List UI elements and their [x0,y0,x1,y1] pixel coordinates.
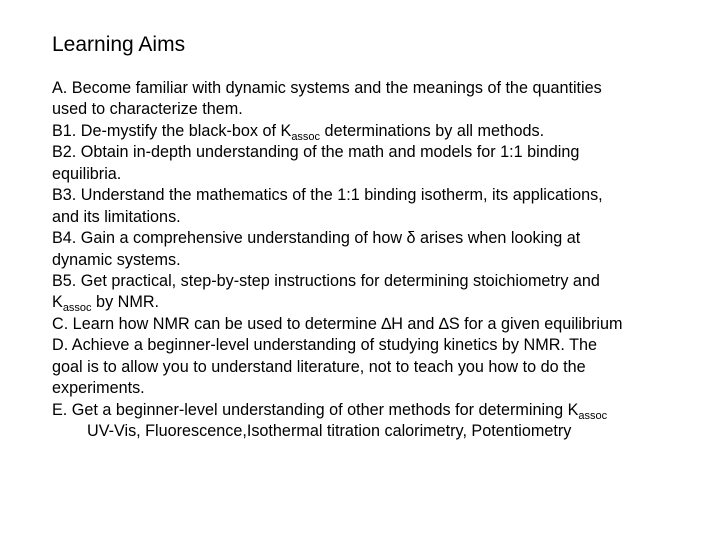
aim-d-line-1: D. Achieve a beginner-level understanding of studying kinetics by NMR. The [52,336,597,355]
aim-b5-line-2 [52,292,712,313]
aim-b5-k: K [52,293,63,312]
assoc-subscript: assoc [291,130,321,143]
aim-b4-line-2: dynamic systems. [52,250,181,269]
slide-title: Learning Aims [52,33,186,56]
assoc-subscript: assoc [62,302,92,315]
aim-b4-line-1: B4. Gain a comprehensive understanding of how δ arises when looking at [52,229,581,248]
aim-b3-line-2: and its limitations. [52,207,181,226]
aim-b2-line-1: B2. Obtain in-depth understanding of the math and models for 1:1 binding [52,143,580,162]
aim-a-line-2: used to characterize them. [52,100,243,119]
aim-c-line: C. Learn how NMR can be used to determine ∆H and ∆S for a given equilibrium [52,314,623,333]
aim-b5-line-1: B5. Get practical, step-by-step instructions for determining stoichiometry and [52,271,600,290]
aim-e-line [52,400,712,421]
aim-b1-line [52,121,712,142]
aim-d-line-3: experiments. [52,379,145,398]
aim-e-text: E. Get a beginner-level understanding of other methods for determining K [52,400,579,419]
aim-e-methods-line: UV-Vis, Fluorescence,Isothermal titration calorimetry, Potentiometry [87,422,572,440]
aim-b5-text-end: by NMR. [91,293,160,312]
aim-b3-line-1: B3. Understand the mathematics of the 1:1 binding isotherm, its applications, [52,186,603,205]
aim-b1-text: B1. De-mystify the black-box of K [52,121,292,140]
aim-d-line-2: goal is to allow you to understand literature, not to teach you how to do the [52,357,586,376]
learning-aims-list [52,78,712,442]
assoc-subscript: assoc [578,409,608,422]
aim-b2-line-2: equilibria. [52,164,122,183]
aim-a-line-1: A. Become familiar with dynamic systems and the meanings of the quantities [52,79,602,97]
aim-b1-text-end: determinations by all methods. [320,121,545,140]
